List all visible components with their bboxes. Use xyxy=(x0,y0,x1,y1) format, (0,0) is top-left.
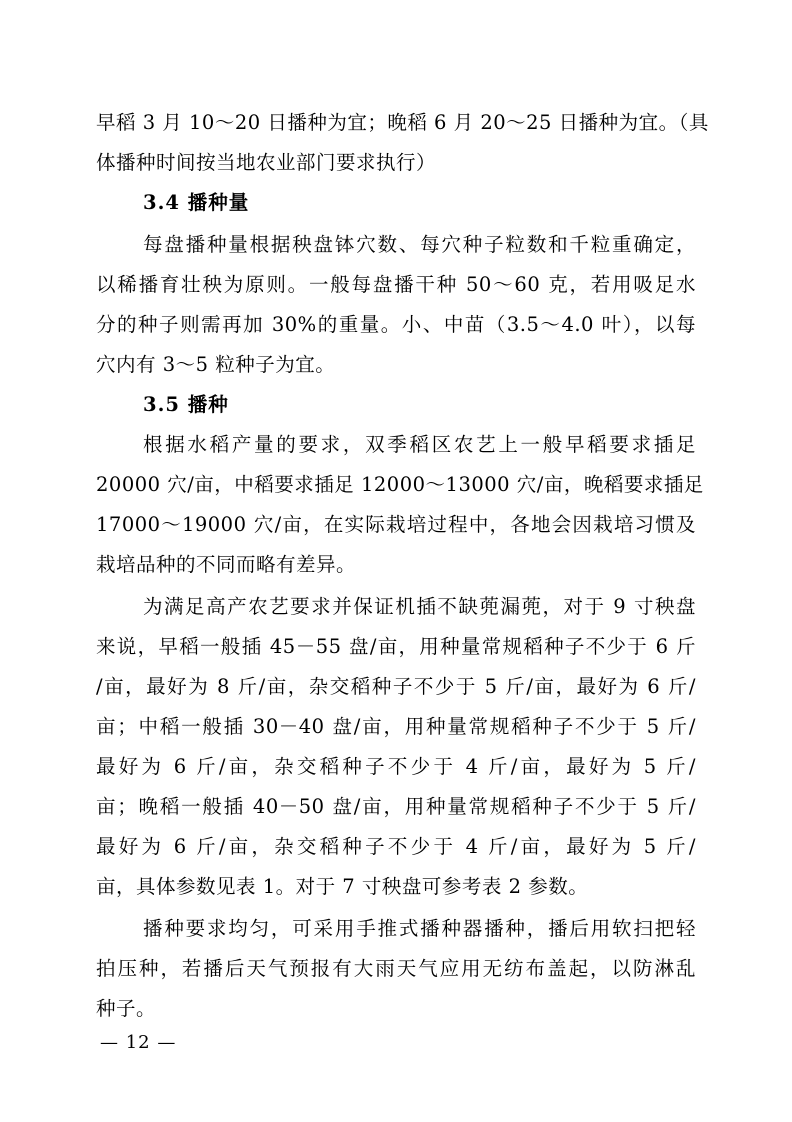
intro-line-1: 早稻 3 月 10～20 日播种为宜；晚稻 6 月 20～25 日播种为宜。（具 xyxy=(96,111,709,134)
paragraph-line: 亩，具体参数见表 1。对于 7 寸秧盘可参考表 2 参数。 xyxy=(96,875,589,898)
paragraph-line: 为满足高产农艺要求并保证机插不缺蔸漏蔸，对于 9 寸秧盘 xyxy=(143,595,696,618)
paragraph-line: 亩；中稻一般插 30－40 盘/亩，用种量常规稻种子不少于 5 斤/ xyxy=(96,715,696,738)
paragraph-line: 最好为 6 斤/亩，杂交稻种子不少于 4 斤/亩，最好为 5 斤/ xyxy=(96,835,696,858)
paragraph-line: 最好为 6 斤/亩，杂交稻种子不少于 4 斤/亩，最好为 5 斤/ xyxy=(96,755,696,778)
paragraph-line: 穴内有 3～5 粒种子为宜。 xyxy=(96,353,336,376)
paragraph-line: 以稀播育壮秧为原则。一般每盘播干种 50～60 克，若用吸足水 xyxy=(96,273,696,296)
paragraph-line: 20000 穴/亩，中稻要求插足 12000～13000 穴/亩，晚稻要求插足 xyxy=(96,473,704,496)
section-heading-3-4: 3.4 播种量 xyxy=(143,191,250,214)
intro-line-2: 体播种时间按当地农业部门要求执行） xyxy=(96,151,437,174)
paragraph-line: 亩；晚稻一般插 40－50 盘/亩，用种量常规稻种子不少于 5 斤/ xyxy=(96,795,696,818)
paragraph-line: 播种要求均匀，可采用手推式播种器播种，播后用软扫把轻 xyxy=(143,917,696,940)
section-heading-3-5: 3.5 播种 xyxy=(143,393,229,416)
paragraph-line: 根据水稻产量的要求，双季稻区农艺上一般早稻要求插足 xyxy=(143,433,696,456)
paragraph-line: 栽培品种的不同而略有差异。 xyxy=(96,553,357,576)
paragraph-line: 每盘播种量根据秧盘钵穴数、每穴种子粒数和千粒重确定， xyxy=(143,233,696,256)
paragraph-line: /亩，最好为 8 斤/亩，杂交稻种子不少于 5 斤/亩，最好为 6 斤/ xyxy=(96,675,696,698)
paragraph-line: 分的种子则需再加 30%的重量。小、中苗（3.5～4.0 叶），以每 xyxy=(96,313,696,336)
paragraph-line: 拍压种，若播后天气预报有大雨天气应用无纺布盖起，以防淋乱 xyxy=(96,957,696,980)
paragraph-line: 17000～19000 穴/亩，在实际栽培过程中，各地会因栽培习惯及 xyxy=(96,513,696,536)
page-number: — 12 — xyxy=(100,1032,177,1053)
paragraph-line: 来说，早稻一般插 45－55 盘/亩，用种量常规稻种子不少于 6 斤 xyxy=(96,635,696,658)
paragraph-line: 种子。 xyxy=(96,997,157,1020)
